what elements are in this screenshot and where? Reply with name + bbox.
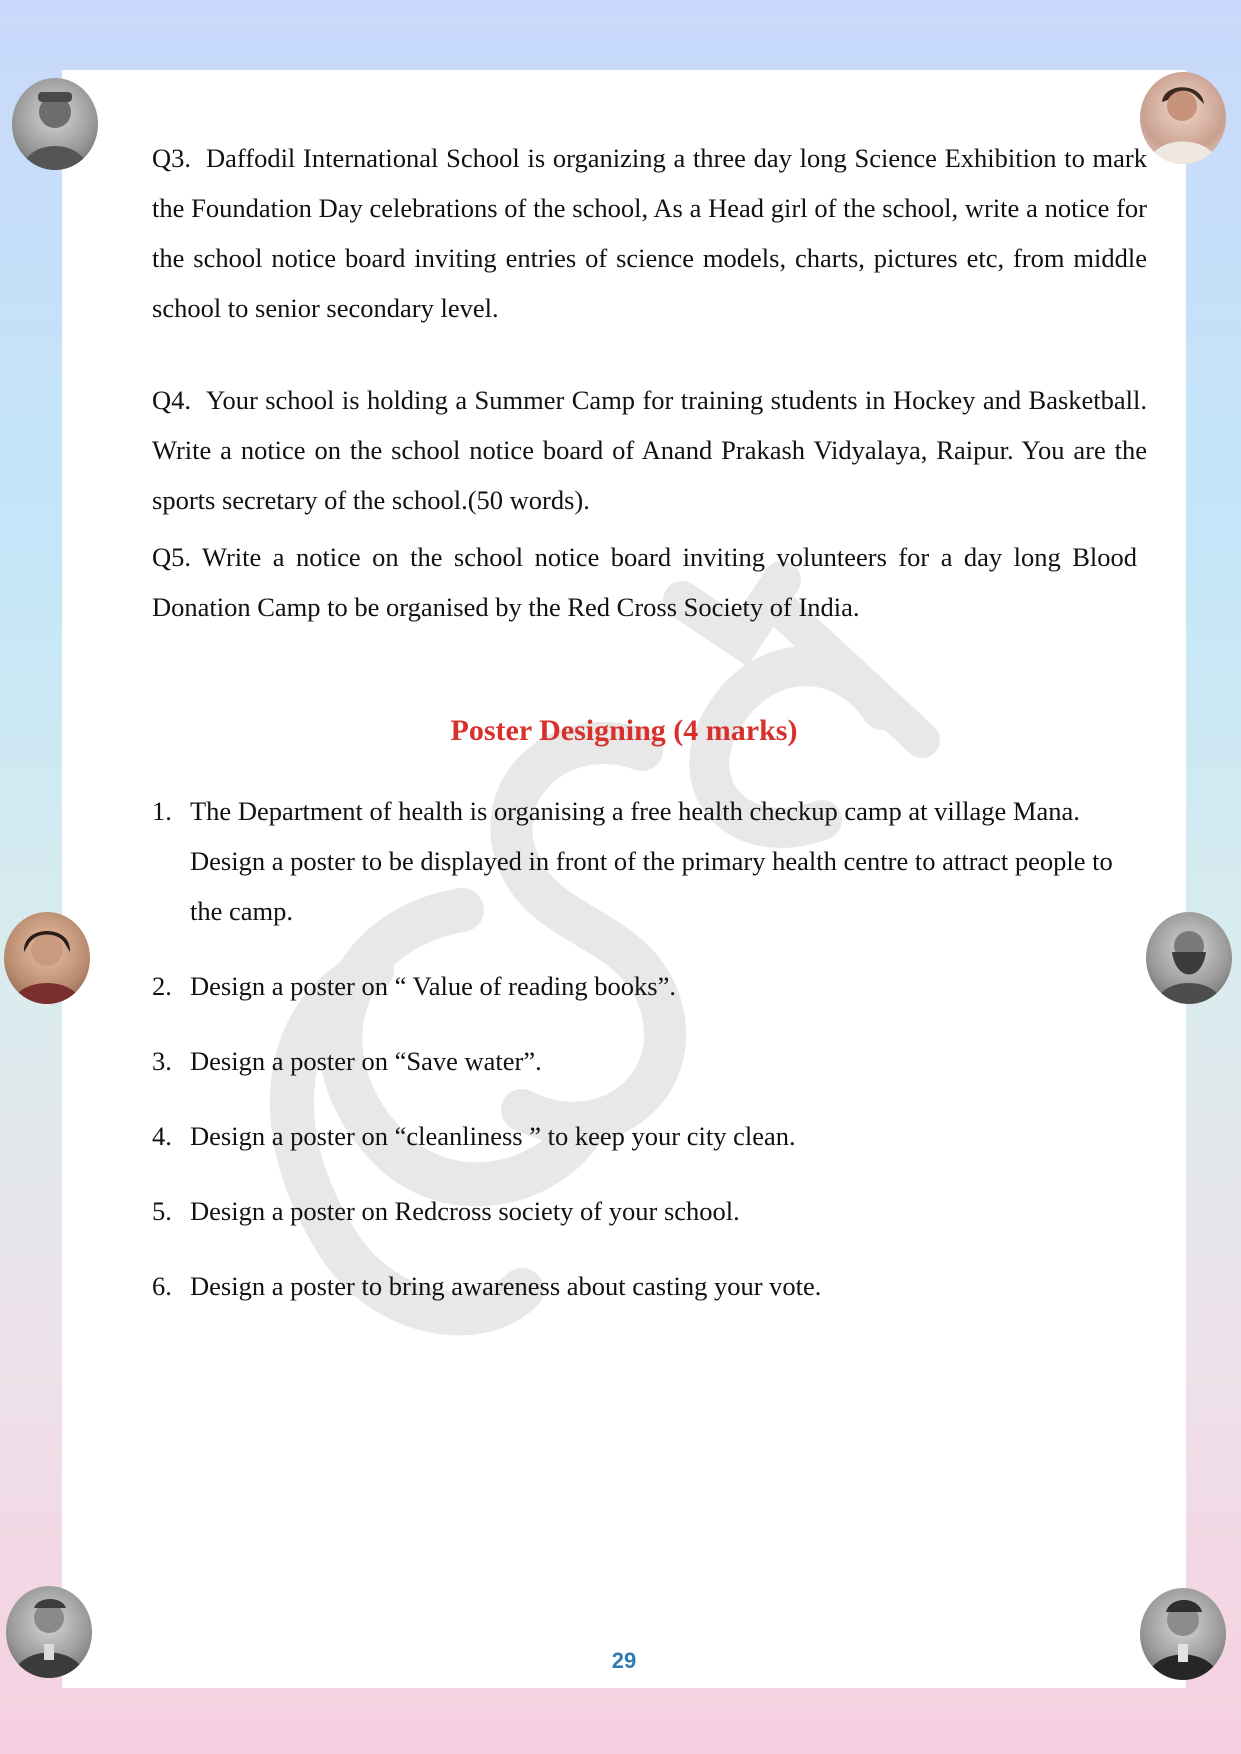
portrait-bottom-left-icon [6, 1586, 92, 1678]
portrait-mid-right-icon [1146, 912, 1232, 1004]
question-q5 [152, 532, 1137, 632]
item-text: The Department of health is organising a free health checkup camp at village Mana. Design a poster to be displayed in front of the primary health centre to attract people to the camp. [190, 796, 1113, 926]
portrait-mid-left-icon [4, 912, 90, 1004]
item-text: Design a poster on Redcross society of your school. [190, 1196, 740, 1226]
item-number: 5. [152, 1196, 172, 1226]
question-number: Q5. [152, 542, 192, 572]
page-number: 29 [611, 1648, 637, 1673]
list-item [152, 786, 1147, 936]
question-text: Your school is holding a Summer Camp for training students in Hockey and Basketball. Write a notice on the school notice board of Anand Prakash Vidyalaya, Raipur. You are the sports secretary of the school.(50 words). [152, 385, 1147, 515]
item-text: Design a poster to bring awareness about casting your vote. [190, 1271, 822, 1301]
item-number: 4. [152, 1121, 172, 1151]
item-number: 3. [152, 1046, 172, 1076]
item-number: 6. [152, 1271, 172, 1301]
document-page [62, 70, 1186, 1688]
list-item [152, 1111, 1147, 1161]
portrait-top-right-icon [1140, 72, 1226, 164]
list-item [152, 1036, 1147, 1086]
question-number: Q4. [152, 385, 192, 415]
question-q4 [152, 375, 1147, 525]
question-q3 [152, 133, 1147, 333]
item-number: 2. [152, 971, 172, 1001]
item-text: Design a poster on “Save water”. [190, 1046, 542, 1076]
portrait-top-left-icon [12, 78, 98, 170]
list-item [152, 961, 1147, 1011]
list-item [152, 1186, 1147, 1236]
question-number: Q3. [152, 143, 192, 173]
section-heading: Poster Designing (4 marks) [450, 714, 798, 747]
item-text: Design a poster on “cleanliness ” to keep your city clean. [190, 1121, 796, 1151]
portrait-bottom-right-icon [1140, 1588, 1226, 1680]
question-text: Daffodil International School is organizing a three day long Science Exhibition to mark the Foundation Day celebrations of the school, As a Head girl of the school, write a notice for the school notice board inviting entries of science models, charts, pictures etc, from middle school to senior secondary level. [152, 143, 1147, 323]
item-text: Design a poster on “ Value of reading books”. [190, 971, 676, 1001]
question-text: Write a notice on the school notice board inviting volunteers for a day long Blood Donation Camp to be organised by the Red Cross Society of India. [152, 542, 1137, 622]
list-item [152, 1261, 1147, 1311]
poster-list [152, 786, 1147, 1311]
item-number: 1. [152, 796, 172, 826]
